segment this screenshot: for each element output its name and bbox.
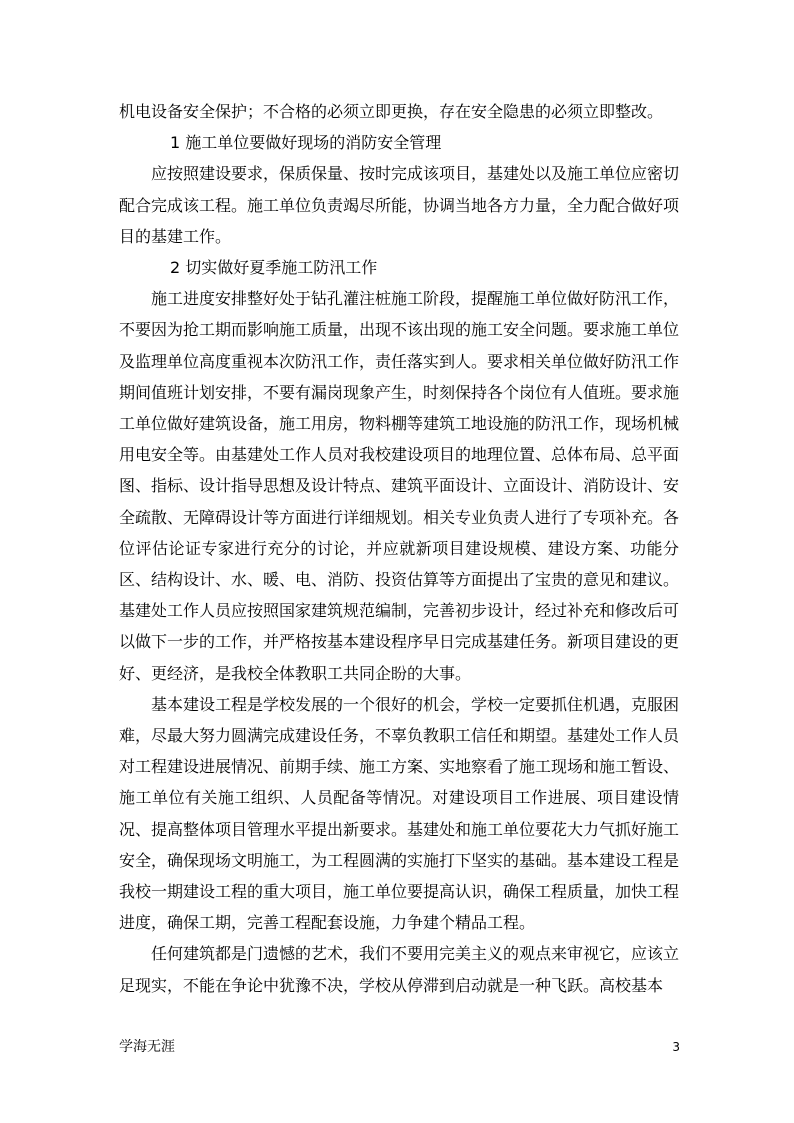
section-heading-fire-safety: 1 施工单位要做好现场的消防安全管理 (170, 133, 442, 153)
paragraph-flood-work: 施工进度安排整好处于钻孔灌注桩施工阶段，提醒施工单位做好防汛工作，不要因为抢工期而影响施工质量，出现不该出现的施工安全问题。要求施工单位及监理单位高度重视本次防汛工作，责任落实到人。要求相关单位做好防汛工作期间值班计划安排，不要有漏岗现象产生，时刻保持各个岗位有人值班。要求施工单位做好建筑设备，施工用房，物料棚等建筑工地设施的防汛工作，现场机械用电安全等。由基建处工作人员对我校建设项目的地理位置、总体布局、总平面图、指标、设计指导思想及设计特点、建筑平面设计、立面设计、消防设计、安全疏散、无障碍设计等方面进行详细规划。相关专业负责人进行了专项补充。各位评估论证专家进行充分的讨论，并应就新项目建设规模、建设方案、功能分区、结构设计、水、暖、电、消防、投资估算等方面提出了宝贵的意见和建议。基建处工作人员应按照国家建筑规范编制，完善初步设计，经过补充和修改后可以做下一步的工作，并严格按基本建设程序早日完成基建任务。新项目建设的更好、更经济，是我校全体教职工共同企盼的大事。 (119, 289, 680, 683)
footer-text: 学海无涯 (119, 1039, 175, 1055)
document-body (119, 96, 679, 1001)
paragraph-intro: 机电设备安全保护；不合格的必须立即更换，存在安全隐患的必须立即整改。 (119, 102, 664, 121)
section-heading-flood-prevention: 2 切实做好夏季施工防汛工作 (170, 258, 378, 278)
paragraph-architecture-art: 任何建筑都是门遗憾的艺术，我们不要用完美主义的观点来审视它，应该立足现实，不能在争论中犹豫不决，学校从停滞到启动就是一种飞跃。高校基本 (119, 944, 680, 995)
page-number: 3 (672, 1040, 680, 1054)
paragraph-construction-opportunity: 基本建设工程是学校发展的一个很好的机会，学校一定要抓住机遇，克服困难，尽最大努力圆满完成建设任务，不辜负教职工信任和期望。基建处工作人员对工程建设进展情况、前期手续、施工方案、实地察看了施工现场和施工暂设、施工单位有关施工组织、人员配备等情况。对建设项目工作进展、项目建设情况、提高整体项目管理水平提出新要求。基建处和施工单位要花大力气抓好施工安全，确保现场文明施工，为工程圆满的实施打下坚实的基础。基本建设工程是我校一期建设工程的重大项目，施工单位要提高认识，确保工程质量，加快工程进度，确保工期，完善工程配套设施，力争建个精品工程。 (119, 694, 680, 933)
paragraph-cooperation: 应按照建设要求，保质保量、按时完成该项目，基建处以及施工单位应密切配合完成该工程。施工单位负责竭尽所能，协调当地各方力量，全力配合做好项目的基建工作。 (119, 164, 680, 246)
